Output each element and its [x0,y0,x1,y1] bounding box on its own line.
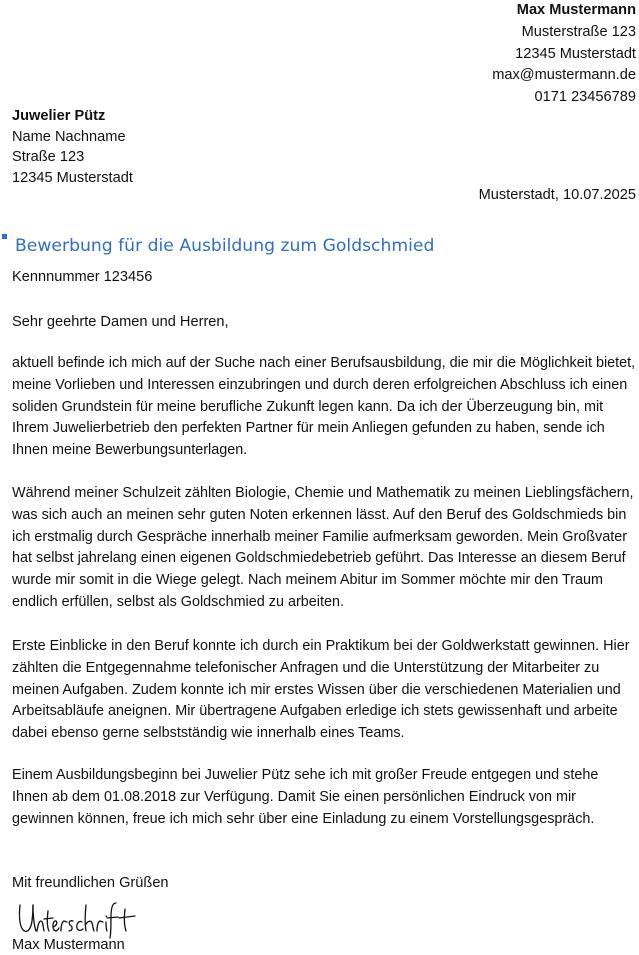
signature-name: Max Mustermann [12,937,125,953]
body-paragraph-1: aktuell befinde ich mich auf der Suche nach einer Berufsausbildung, die mir die Möglichkeit bietet, meine Vorlieben und Interessen einzubringen und durch deren erfolgreichen Abschluss ich einen soliden Grundstein für meine berufliche Zukunft legen kann. Da ich der Überzeugung bin, mit Ihrem Juwelierbetrieb den perfekten Partner für mein Anliegen gefunden zu haben, sende ich Ihnen meine Bewerbungsunterlagen. [12,355,636,459]
body-paragraph-3: Erste Einblicke in den Beruf konnte ich durch ein Praktikum bei der Goldwerkstatt gewinnen. Hier zählten die Entgegennahme telefonischer Anfragen und die Unterstützung der Mitarbeiter zu meinen Aufgaben. Zudem konnte ich mir erstes Wissen über die verschiedenen Materialien und Arbeitsabläufe aneignen. Mir übertragene Aufgaben erledige ich stets gewissenhaft und arbeite dabei ebenso gerne selbstständig wie innerhalb eines Teams. [12,638,630,742]
subject-marker [2,234,7,239]
recipient-street: Straße 123 [12,149,85,165]
salutation: Sehr geehrte Damen und Herren, [12,314,229,330]
sender-name: Max Mustermann [516,2,636,18]
sender-city: 12345 Musterstadt [515,45,636,62]
sender-email: max@mustermann.de [492,67,636,84]
recipient-city: 12345 Musterstadt [12,169,133,186]
body-paragraph-2: Während meiner Schulzeit zählten Biologie, Chemie und Mathematik zu meinen Lieblingsfächern, was sich auch an meinen sehr guten Noten erkennen lässt. Auf den Beruf des Goldschmieds bin ich erstmalig durch Gespräche innerhalb meiner Familie aufmerksam geworden. Mein Großvater hat selbst jahrelang einen eigenen Goldschmiedebetrieb geführt. Das Interesse an diesem Beruf wurde mir somit in die Wiege gelegt. Nach meinem Abitur im Sommer möchte mir den Traum endlich erfüllen, selbst als Goldschmied zu arbeiten. [12,485,634,610]
recipient-contact: Name Nachname [12,128,126,145]
body-paragraph-4: Einem Ausbildungsbeginn bei Juwelier Pütz sehe ich mit großer Freude entgegen und stehe Ihnen ab dem 01.08.2018 zur Verfügung. Damit Sie einen persönlichen Eindruck von mir gewinnen können, freue ich mich sehr über eine Einladung zu einem Vorstellungsgespräch. [12,767,599,827]
recipient-company: Juwelier Pütz [12,108,106,124]
sender-phone: 0171 23456789 [534,89,636,106]
reference-number: Kennnummer 123456 [12,269,153,285]
letter-subject: Bewerbung für die Ausbildung zum Goldschmied [15,236,435,256]
closing-phrase: Mit freundlichen Grüßen [12,875,169,891]
handwritten-signature [15,897,140,939]
recipient-address [12,106,133,188]
sender-address [492,0,636,109]
sender-street: Musterstraße 123 [521,23,636,40]
letter-date: Musterstadt, 10.07.2025 [478,187,636,203]
